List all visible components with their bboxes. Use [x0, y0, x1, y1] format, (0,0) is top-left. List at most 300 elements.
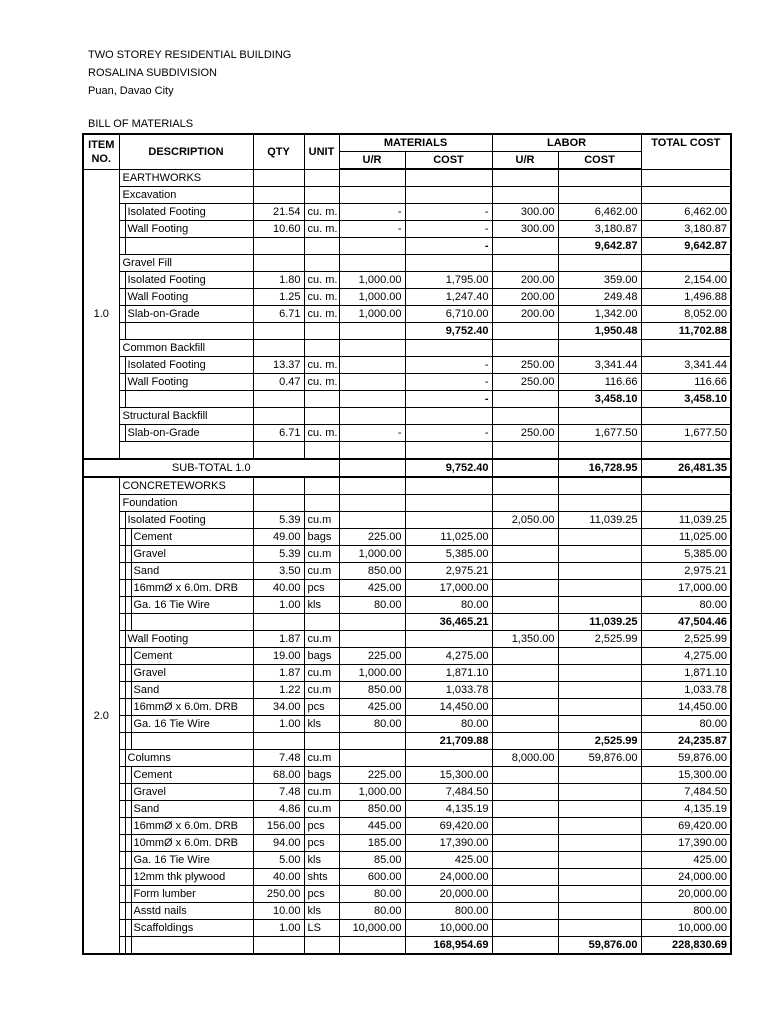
labor-cost-cell	[558, 255, 641, 272]
material-ur-cell	[339, 477, 405, 495]
description-cell: 12mm thk plywood	[131, 869, 253, 886]
description-cell: 16mmØ x 6.0m. DRB	[131, 580, 253, 597]
table-row	[83, 221, 731, 238]
description-cell: Foundation	[119, 495, 253, 512]
item-number: 2.0	[83, 477, 119, 954]
material-ur-cell	[339, 357, 405, 374]
table-row	[83, 563, 731, 580]
unit-cell	[304, 614, 339, 631]
labor-ur-cell	[492, 408, 558, 425]
labor-cost-cell	[558, 699, 641, 716]
unit-cell: cu. m.	[304, 306, 339, 323]
description-cell: Gravel Fill	[119, 255, 253, 272]
qty-cell: 21.54	[253, 204, 304, 221]
material-cost-cell: 800.00	[405, 903, 492, 920]
material-ur-cell: 1,000.00	[339, 289, 405, 306]
total-cost-cell	[641, 495, 731, 512]
material-cost-cell: 9,752.40	[405, 323, 492, 340]
header-row	[83, 134, 731, 152]
table-row	[83, 869, 731, 886]
labor-cost-cell: 1,677.50	[558, 425, 641, 442]
unit-cell	[304, 187, 339, 204]
total-cost-cell: 4,135.19	[641, 801, 731, 818]
total-cost-cell: 17,390.00	[641, 835, 731, 852]
total-cost-cell: 9,642.87	[641, 238, 731, 255]
total-cost-cell: 24,235.87	[641, 733, 731, 750]
table-row	[83, 238, 731, 255]
qty-cell	[253, 442, 304, 460]
labor-ur-cell	[492, 563, 558, 580]
description-cell: Sand	[131, 801, 253, 818]
qty-cell: 1.22	[253, 682, 304, 699]
table-row	[83, 597, 731, 614]
total-cost-cell: 59,876.00	[641, 750, 731, 767]
material-cost-cell: 5,385.00	[405, 546, 492, 563]
labor-ur-cell: 8,000.00	[492, 750, 558, 767]
labor-cost-cell	[558, 169, 641, 187]
qty-cell	[253, 255, 304, 272]
material-ur-cell	[339, 937, 405, 955]
labor-ur-cell	[492, 391, 558, 408]
labor-cost-cell	[558, 665, 641, 682]
labor-cost-cell: 1,342.00	[558, 306, 641, 323]
unit-cell	[304, 340, 339, 357]
material-cost-cell: 11,025.00	[405, 529, 492, 546]
total-cost-cell: 80.00	[641, 597, 731, 614]
qty-cell: 6.71	[253, 425, 304, 442]
table-row	[83, 665, 731, 682]
total-cost-cell: 1,677.50	[641, 425, 731, 442]
material-ur-cell	[339, 187, 405, 204]
material-ur-cell	[339, 750, 405, 767]
description-cell: EARTHWORKS	[119, 169, 253, 187]
description-cell: Cement	[131, 529, 253, 546]
labor-ur-cell	[492, 597, 558, 614]
labor-cost-cell	[558, 716, 641, 733]
material-ur-cell	[339, 733, 405, 750]
labor-cost-cell	[558, 852, 641, 869]
table-row	[83, 477, 731, 495]
unit-cell: cu. m.	[304, 221, 339, 238]
description-cell: Isolated Footing	[125, 272, 253, 289]
total-cost-cell: 5,385.00	[641, 546, 731, 563]
description-cell: Slab-on-Grade	[125, 306, 253, 323]
total-cost-cell	[641, 255, 731, 272]
material-cost-cell: -	[405, 221, 492, 238]
qty-cell: 0.47	[253, 374, 304, 391]
total-cost-cell	[641, 477, 731, 495]
total-cost-cell: 11,702.88	[641, 323, 731, 340]
qty-cell: 250.00	[253, 886, 304, 903]
description-header: DESCRIPTION	[119, 134, 253, 169]
labor-ur-cell	[492, 852, 558, 869]
material-ur-cell: 225.00	[339, 767, 405, 784]
material-ur-cell: -	[339, 204, 405, 221]
unit-cell: cu.m	[304, 801, 339, 818]
material-cost-cell: 168,954.69	[405, 937, 492, 955]
description-cell: Excavation	[119, 187, 253, 204]
labor-ur-cell	[492, 903, 558, 920]
total-cost-cell: 2,154.00	[641, 272, 731, 289]
total-cost-cell: 800.00	[641, 903, 731, 920]
description-cell	[131, 937, 253, 955]
labor-cost-cell	[558, 818, 641, 835]
project-title: TWO STOREY RESIDENTIAL BUILDING	[88, 49, 292, 61]
subtotal-row	[83, 459, 731, 477]
material-ur-cell	[339, 512, 405, 529]
total-cost-cell: 26,481.35	[641, 459, 731, 477]
labor-ur-cell: 1,350.00	[492, 631, 558, 648]
qty-cell: 10.00	[253, 903, 304, 920]
material-ur-cell	[339, 391, 405, 408]
total-cost-header: TOTAL COST	[641, 134, 731, 169]
table-row	[83, 374, 731, 391]
labor-ur-cell	[492, 733, 558, 750]
unit-cell: kls	[304, 597, 339, 614]
table-row	[83, 512, 731, 529]
qty-cell	[253, 477, 304, 495]
table-row	[83, 631, 731, 648]
total-cost-cell: 4,275.00	[641, 648, 731, 665]
material-cost-cell	[405, 187, 492, 204]
material-ur-cell	[339, 495, 405, 512]
material-cost-cell	[405, 512, 492, 529]
table-row	[83, 835, 731, 852]
qty-cell: 3.50	[253, 563, 304, 580]
unit-cell	[304, 477, 339, 495]
unit-cell	[304, 408, 339, 425]
labor-ur-cell	[492, 801, 558, 818]
qty-cell	[253, 937, 304, 955]
labor-cost-cell	[558, 784, 641, 801]
labor-ur-cell: 300.00	[492, 221, 558, 238]
material-ur-cell	[339, 442, 405, 460]
qty-cell: 1.00	[253, 920, 304, 937]
table-row	[83, 408, 731, 425]
qty-cell	[253, 323, 304, 340]
labor-cost-cell: 1,950.48	[558, 323, 641, 340]
description-cell: Ga. 16 Tie Wire	[131, 716, 253, 733]
labor-cost-cell	[558, 920, 641, 937]
table-body	[83, 169, 731, 954]
description-cell: 16mmØ x 6.0m. DRB	[131, 818, 253, 835]
labor-ur-cell	[492, 648, 558, 665]
labor-ur-cell: 250.00	[492, 425, 558, 442]
qty-cell	[253, 391, 304, 408]
unit-cell: cu. m.	[304, 272, 339, 289]
materials-cost-header: COST	[405, 152, 492, 170]
unit-cell: bags	[304, 767, 339, 784]
total-cost-cell	[641, 187, 731, 204]
total-cost-cell: 2,525.99	[641, 631, 731, 648]
material-ur-cell: -	[339, 425, 405, 442]
labor-cost-cell: 11,039.25	[558, 614, 641, 631]
table-row	[83, 187, 731, 204]
material-cost-cell: -	[405, 374, 492, 391]
unit-cell: bags	[304, 529, 339, 546]
labor-cost-cell	[558, 869, 641, 886]
material-ur-cell	[339, 169, 405, 187]
labor-ur-cell: 200.00	[492, 306, 558, 323]
material-cost-cell: 4,135.19	[405, 801, 492, 818]
unit-cell: pcs	[304, 699, 339, 716]
total-cost-cell: 3,180.87	[641, 221, 731, 238]
total-cost-cell: 1,033.78	[641, 682, 731, 699]
material-ur-cell: 85.00	[339, 852, 405, 869]
material-cost-cell: 1,033.78	[405, 682, 492, 699]
material-cost-cell	[405, 442, 492, 460]
table-row	[83, 204, 731, 221]
qty-cell: 13.37	[253, 357, 304, 374]
unit-cell: cu. m.	[304, 357, 339, 374]
materials-header: MATERIALS	[339, 134, 492, 152]
table-row	[83, 529, 731, 546]
total-cost-cell: 116.66	[641, 374, 731, 391]
total-cost-cell	[641, 408, 731, 425]
item-header-text: ITEM	[88, 138, 115, 151]
material-cost-cell: 69,420.00	[405, 818, 492, 835]
qty-cell	[253, 733, 304, 750]
labor-ur-cell	[492, 255, 558, 272]
material-cost-cell: 21,709.88	[405, 733, 492, 750]
unit-cell: cu. m.	[304, 289, 339, 306]
item-no-header	[83, 134, 119, 169]
total-cost-cell: 20,000.00	[641, 886, 731, 903]
total-cost-cell: 11,025.00	[641, 529, 731, 546]
material-ur-cell: 1,000.00	[339, 784, 405, 801]
material-cost-cell: 7,484.50	[405, 784, 492, 801]
total-cost-cell: 17,000.00	[641, 580, 731, 597]
table-row	[83, 716, 731, 733]
table-row	[83, 818, 731, 835]
qty-cell: 1.87	[253, 631, 304, 648]
material-cost-cell	[405, 340, 492, 357]
table-row	[83, 903, 731, 920]
total-cost-cell	[641, 442, 731, 460]
qty-cell	[253, 408, 304, 425]
description-cell: Structural Backfill	[119, 408, 253, 425]
table-row	[83, 920, 731, 937]
description-cell: Common Backfill	[119, 340, 253, 357]
labor-ur-cell: 200.00	[492, 272, 558, 289]
table-row	[83, 750, 731, 767]
labor-cost-cell	[558, 648, 641, 665]
labor-cost-cell	[558, 682, 641, 699]
labor-ur-cell	[492, 529, 558, 546]
qty-cell: 5.00	[253, 852, 304, 869]
unit-cell: kls	[304, 852, 339, 869]
unit-cell: shts	[304, 869, 339, 886]
description-cell: Form lumber	[131, 886, 253, 903]
material-cost-cell	[405, 495, 492, 512]
labor-cost-cell: 116.66	[558, 374, 641, 391]
material-cost-cell: 1,871.10	[405, 665, 492, 682]
labor-cost-cell: 2,525.99	[558, 733, 641, 750]
description-cell	[125, 323, 253, 340]
description-cell: Isolated Footing	[125, 512, 253, 529]
material-cost-cell	[405, 750, 492, 767]
labor-cost-cell: 59,876.00	[558, 750, 641, 767]
table-row	[83, 733, 731, 750]
labor-ur-header: U/R	[492, 152, 558, 170]
total-cost-cell: 14,450.00	[641, 699, 731, 716]
total-cost-cell: 228,830.69	[641, 937, 731, 955]
qty-cell: 5.39	[253, 512, 304, 529]
table-row	[83, 648, 731, 665]
table-row	[83, 495, 731, 512]
labor-ur-cell	[492, 442, 558, 460]
qty-cell	[253, 340, 304, 357]
unit-cell: cu. m.	[304, 425, 339, 442]
labor-ur-cell	[492, 784, 558, 801]
qty-cell: 6.71	[253, 306, 304, 323]
qty-cell	[253, 169, 304, 187]
labor-ur-cell	[492, 580, 558, 597]
unit-cell: cu.m	[304, 750, 339, 767]
labor-cost-cell	[558, 903, 641, 920]
labor-ur-cell: 200.00	[492, 289, 558, 306]
table-row	[83, 357, 731, 374]
material-ur-cell: 1,000.00	[339, 665, 405, 682]
material-ur-cell: 850.00	[339, 682, 405, 699]
description-cell: Columns	[125, 750, 253, 767]
total-cost-cell: 6,462.00	[641, 204, 731, 221]
project-location: ROSALINA SUBDIVISION	[88, 67, 217, 79]
labor-ur-cell	[492, 187, 558, 204]
material-cost-cell: 6,710.00	[405, 306, 492, 323]
labor-ur-cell	[492, 682, 558, 699]
unit-cell: cu.m	[304, 512, 339, 529]
unit-cell	[304, 169, 339, 187]
unit-cell	[304, 255, 339, 272]
material-ur-cell: 80.00	[339, 903, 405, 920]
description-cell	[125, 238, 253, 255]
labor-ur-cell	[492, 614, 558, 631]
unit-cell: bags	[304, 648, 339, 665]
unit-cell: pcs	[304, 886, 339, 903]
qty-cell: 19.00	[253, 648, 304, 665]
labor-ur-cell	[492, 546, 558, 563]
material-ur-cell	[339, 340, 405, 357]
description-cell: Ga. 16 Tie Wire	[131, 597, 253, 614]
table-row	[83, 852, 731, 869]
qty-cell: 7.48	[253, 750, 304, 767]
qty-cell: 5.39	[253, 546, 304, 563]
labor-cost-cell: 3,458.10	[558, 391, 641, 408]
labor-cost-cell: 11,039.25	[558, 512, 641, 529]
labor-cost-cell	[558, 597, 641, 614]
table-row	[83, 391, 731, 408]
material-cost-cell	[405, 477, 492, 495]
description-cell: Ga. 16 Tie Wire	[131, 852, 253, 869]
labor-ur-cell	[492, 716, 558, 733]
materials-ur-header: U/R	[339, 152, 405, 170]
table-row	[83, 272, 731, 289]
unit-cell: cu.m	[304, 784, 339, 801]
description-cell	[119, 442, 253, 460]
material-ur-cell	[339, 631, 405, 648]
labor-ur-cell: 250.00	[492, 374, 558, 391]
labor-ur-cell	[492, 767, 558, 784]
table-row	[83, 255, 731, 272]
project-city: Puan, Davao City	[88, 85, 174, 97]
unit-cell: cu.m	[304, 665, 339, 682]
description-cell: Isolated Footing	[125, 357, 253, 374]
description-cell: Wall Footing	[125, 221, 253, 238]
qty-cell: 49.00	[253, 529, 304, 546]
material-ur-cell: 850.00	[339, 563, 405, 580]
table-row	[83, 801, 731, 818]
total-cost-cell: 7,484.50	[641, 784, 731, 801]
qty-cell: 40.00	[253, 869, 304, 886]
labor-cost-cell	[558, 801, 641, 818]
unit-cell	[304, 495, 339, 512]
labor-cost-header: COST	[558, 152, 641, 170]
description-cell: Cement	[131, 648, 253, 665]
table-row	[83, 323, 731, 340]
table-row	[83, 340, 731, 357]
qty-cell: 7.48	[253, 784, 304, 801]
unit-cell: cu.m	[304, 563, 339, 580]
labor-cost-cell: 249.48	[558, 289, 641, 306]
labor-cost-cell	[558, 546, 641, 563]
material-cost-cell: 10,000.00	[405, 920, 492, 937]
material-ur-cell	[339, 238, 405, 255]
unit-cell: pcs	[304, 835, 339, 852]
material-ur-cell: 185.00	[339, 835, 405, 852]
labor-cost-cell	[558, 529, 641, 546]
labor-cost-cell: 16,728.95	[558, 459, 641, 477]
labor-ur-cell	[492, 835, 558, 852]
material-ur-cell: 80.00	[339, 597, 405, 614]
material-ur-cell: 850.00	[339, 801, 405, 818]
table-row	[83, 699, 731, 716]
material-ur-cell	[339, 408, 405, 425]
labor-cost-cell: 3,180.87	[558, 221, 641, 238]
labor-ur-cell	[492, 699, 558, 716]
qty-cell: 40.00	[253, 580, 304, 597]
qty-cell	[253, 238, 304, 255]
labor-cost-cell: 6,462.00	[558, 204, 641, 221]
labor-ur-cell: 250.00	[492, 357, 558, 374]
material-cost-cell: 1,247.40	[405, 289, 492, 306]
labor-cost-cell	[558, 408, 641, 425]
labor-cost-cell: 3,341.44	[558, 357, 641, 374]
material-ur-cell: 425.00	[339, 699, 405, 716]
labor-ur-cell: 2,050.00	[492, 512, 558, 529]
description-cell: 16mmØ x 6.0m. DRB	[131, 699, 253, 716]
labor-cost-cell	[558, 187, 641, 204]
total-cost-cell: 69,420.00	[641, 818, 731, 835]
labor-cost-cell: 2,525.99	[558, 631, 641, 648]
description-cell: Isolated Footing	[125, 204, 253, 221]
unit-cell	[304, 442, 339, 460]
material-cost-cell: 24,000.00	[405, 869, 492, 886]
description-cell: Sand	[131, 682, 253, 699]
qty-cell	[253, 614, 304, 631]
unit-cell	[304, 391, 339, 408]
material-cost-cell: 9,752.40	[405, 459, 492, 477]
material-cost-cell: 17,390.00	[405, 835, 492, 852]
labor-ur-cell	[492, 869, 558, 886]
description-cell: Wall Footing	[125, 289, 253, 306]
total-cost-cell: 11,039.25	[641, 512, 731, 529]
unit-cell	[304, 733, 339, 750]
material-cost-cell	[405, 408, 492, 425]
table-row	[83, 580, 731, 597]
total-cost-cell	[641, 169, 731, 187]
material-ur-cell	[339, 255, 405, 272]
